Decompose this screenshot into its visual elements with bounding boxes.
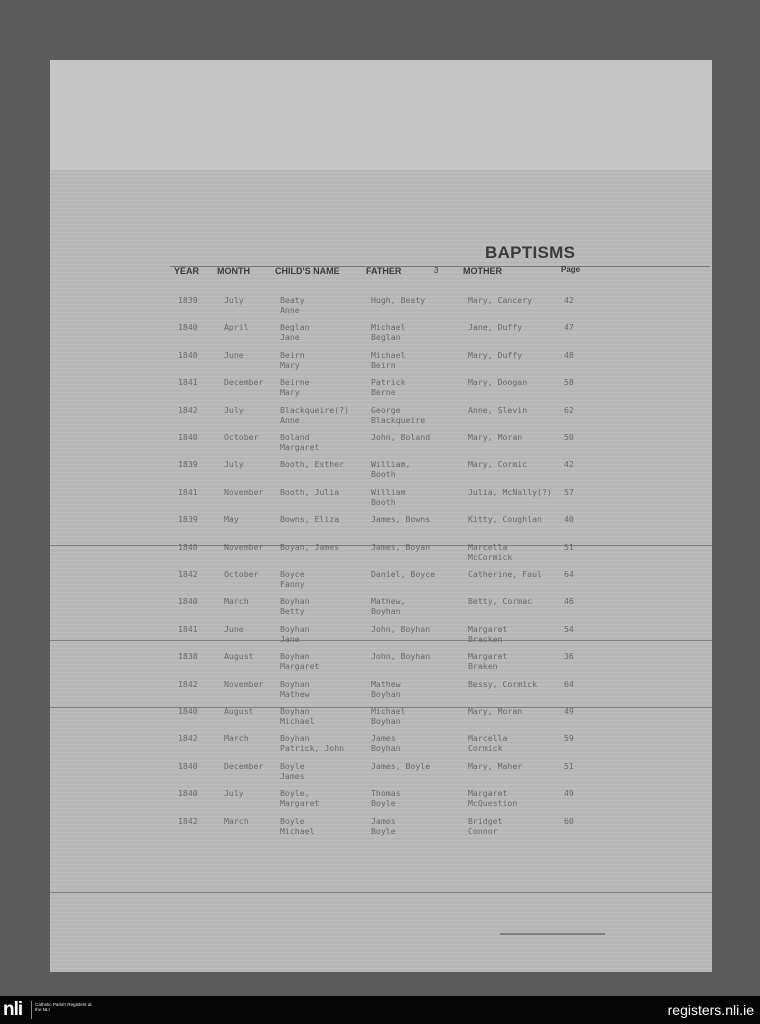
record-row [50, 460, 712, 486]
record-page: 51 [564, 542, 574, 552]
record-mother: Anne, Slevin [468, 405, 528, 415]
record-child: Boland Margaret [280, 432, 320, 452]
record-month: October [224, 569, 259, 579]
record-mother: Marcella McCormick [468, 542, 513, 562]
record-row [50, 296, 712, 322]
record-mother: Mary, Doogan [468, 377, 528, 387]
record-father: William, Booth [371, 459, 411, 479]
record-father: Michael Boyhan [371, 706, 406, 726]
record-child: Boyan, James [280, 542, 340, 552]
record-child: Bowns, Eliza [280, 514, 340, 524]
record-page: 36 [564, 651, 574, 661]
record-mother: Mary, Moran [468, 432, 523, 442]
record-month: November [224, 487, 264, 497]
record-year: 1841 [178, 377, 198, 387]
record-father: Patrick Berne [371, 377, 406, 397]
record-page: 54 [564, 624, 574, 634]
record-month: March [224, 816, 249, 826]
record-child: Beglan Jane [280, 322, 310, 342]
record-row [50, 570, 712, 596]
record-mother: Betty, Cormac [468, 596, 533, 606]
record-year: 1839 [178, 295, 198, 305]
record-row [50, 734, 712, 760]
record-year: 1841 [178, 487, 198, 497]
footer-divider [31, 1001, 32, 1019]
record-year: 1840 [178, 761, 198, 771]
record-row [50, 680, 712, 706]
record-mother: Mary, Cancery [468, 295, 533, 305]
header-child-name: CHILD'S NAME [275, 266, 340, 276]
record-row [50, 817, 712, 843]
record-year: 1842 [178, 569, 198, 579]
record-mother: Bridget Connor [468, 816, 503, 836]
header-month: MONTH [217, 266, 250, 276]
record-child: Boyle James [280, 761, 305, 781]
record-mother: Kitty, Coughlan [468, 514, 542, 524]
record-child: Beaty Anne [280, 295, 305, 315]
record-father: James, Boyan [371, 542, 431, 552]
record-row [50, 625, 712, 651]
record-page: 51 [564, 761, 574, 771]
record-mother: Marcella Cormick [468, 733, 508, 753]
record-page: 64 [564, 679, 574, 689]
record-child: Boyhan Betty [280, 596, 310, 616]
footer-subtitle: Catholic Parish Registers at the NLI [35, 1002, 92, 1013]
record-father: Michael Beglan [371, 322, 406, 342]
record-month: August [224, 651, 254, 661]
record-year: 1840 [178, 542, 198, 552]
record-child: Beirne Mary [280, 377, 310, 397]
record-page: 60 [564, 816, 574, 826]
record-row [50, 378, 712, 404]
record-month: November [224, 542, 264, 552]
record-father: William Booth [371, 487, 406, 507]
record-row [50, 515, 712, 541]
record-page: 62 [564, 405, 574, 415]
record-father: Mathew, Boyhan [371, 596, 406, 616]
record-page: 48 [564, 350, 574, 360]
record-father: John, Boland [371, 432, 431, 442]
record-father: James Boyhan [371, 733, 401, 753]
record-month: July [224, 788, 244, 798]
record-father: Michael Beirn [371, 350, 406, 370]
record-row [50, 488, 712, 514]
record-year: 1838 [178, 651, 198, 661]
page-title: BAPTISMS [485, 243, 576, 262]
record-child: Boyle, Margaret [280, 788, 320, 808]
record-year: 1842 [178, 405, 198, 415]
record-child: Boyle Michael [280, 816, 315, 836]
scan-line [50, 545, 712, 546]
record-row [50, 789, 712, 815]
record-month: October [224, 432, 259, 442]
record-child: Boyhan Patrick, John [280, 733, 345, 753]
record-child: Boyhan Margaret [280, 651, 320, 671]
record-father: Hugh, Beaty [371, 295, 426, 305]
record-month: December [224, 761, 264, 771]
record-row [50, 652, 712, 678]
record-page: 40 [564, 514, 574, 524]
record-father: George Blackqueire [371, 405, 426, 425]
record-year: 1839 [178, 514, 198, 524]
record-month: August [224, 706, 254, 716]
record-mother: Mary, Cormic [468, 459, 528, 469]
record-month: March [224, 596, 249, 606]
record-child: Booth, Esther [280, 459, 345, 469]
record-row [50, 406, 712, 432]
record-row [50, 323, 712, 349]
record-row [50, 762, 712, 788]
record-mother: Margaret Bracken [468, 624, 508, 644]
record-page: 47 [564, 322, 574, 332]
record-month: April [224, 322, 249, 332]
record-year: 1841 [178, 624, 198, 634]
record-year: 1842 [178, 816, 198, 826]
record-child: Booth, Julia [280, 487, 340, 497]
record-page: 59 [564, 733, 574, 743]
record-mother: Bessy, Cormick [468, 679, 538, 689]
record-page: 42 [564, 295, 574, 305]
footer-bar [0, 996, 760, 1024]
record-row [50, 433, 712, 459]
header-mark: 3 [434, 266, 439, 275]
record-month: December [224, 377, 264, 387]
record-page: 57 [564, 487, 574, 497]
record-year: 1840 [178, 596, 198, 606]
scan-line [500, 933, 605, 935]
record-page: 64 [564, 569, 574, 579]
record-year: 1840 [178, 322, 198, 332]
header-page: Page [561, 265, 581, 274]
record-mother: Catherine, Faul [468, 569, 542, 579]
record-mother: Mary, Moran [468, 706, 523, 716]
header-father: FATHER [366, 266, 402, 276]
record-child: Boyhan Jane [280, 624, 310, 644]
record-month: May [224, 514, 239, 524]
record-month: July [224, 405, 244, 415]
record-mother: Julia, McNally(?) [468, 487, 552, 497]
record-year: 1839 [178, 459, 198, 469]
record-page: 49 [564, 788, 574, 798]
record-month: June [224, 624, 244, 634]
record-year: 1840 [178, 788, 198, 798]
record-child: Blackqueire(?) Anne [280, 405, 350, 425]
site-url-link[interactable]: registers.nli.ie [667, 1002, 754, 1018]
record-month: July [224, 295, 244, 305]
record-page: 42 [564, 459, 574, 469]
record-row [50, 707, 712, 733]
record-father: Mathew Boyhan [371, 679, 401, 699]
nli-logo: nli [3, 999, 23, 1020]
record-row [50, 597, 712, 623]
record-child: Beirn Mary [280, 350, 305, 370]
record-mother: Mary, Duffy [468, 350, 523, 360]
record-year: 1840 [178, 706, 198, 716]
record-year: 1840 [178, 432, 198, 442]
record-child: Boyhan Mathew [280, 679, 310, 699]
record-year: 1840 [178, 350, 198, 360]
record-month: July [224, 459, 244, 469]
scan-line [50, 707, 712, 708]
record-child: Boyce Fanny [280, 569, 305, 589]
record-row [50, 543, 712, 569]
record-father: John, Boyhan [371, 624, 431, 634]
header-year: YEAR [174, 266, 200, 276]
record-father: James, Bowns [371, 514, 431, 524]
record-month: June [224, 350, 244, 360]
scan-line [50, 892, 712, 893]
record-year: 1842 [178, 733, 198, 743]
baptism-records [50, 60, 712, 972]
record-page: 50 [564, 432, 574, 442]
record-father: Thomas Boyle [371, 788, 401, 808]
record-mother: Margaret McQuestion [468, 788, 518, 808]
record-mother: Margaret Braken [468, 651, 508, 671]
record-father: James Boyle [371, 816, 396, 836]
record-father: John, Boyhan [371, 651, 431, 661]
header-mother: MOTHER [463, 266, 502, 276]
record-mother: Jane, Duffy [468, 322, 523, 332]
record-mother: Mary, Maher [468, 761, 523, 771]
record-father: Daniel, Boyce [371, 569, 436, 579]
record-year: 1842 [178, 679, 198, 689]
register-page [50, 60, 712, 972]
record-month: November [224, 679, 264, 689]
record-month: March [224, 733, 249, 743]
record-page: 58 [564, 377, 574, 387]
record-page: 46 [564, 596, 574, 606]
record-page: 49 [564, 706, 574, 716]
record-child: Boyhan Michael [280, 706, 315, 726]
record-row [50, 351, 712, 377]
scan-line [50, 640, 712, 641]
record-father: James, Boyle [371, 761, 431, 771]
